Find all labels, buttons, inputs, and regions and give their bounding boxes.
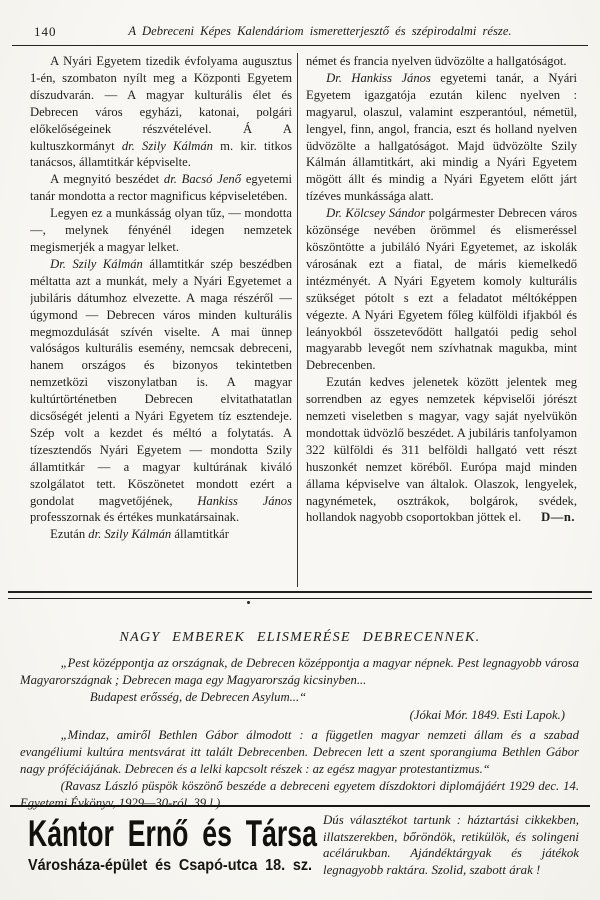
ad-divider-rule xyxy=(10,805,590,807)
quote-ravasz-block xyxy=(20,727,579,812)
quote-ravasz: „Mindaz, amiről Bethlen Gábor álmodott : a független magyar nemzeti állam és a szabad evangéliumi kultúra mentsvárat itt talált Debrecenben. Debrecen lett a szent sporangiuma Bethlen Gábor nagy próféciájának. Debrecen és a lelki kapcsolt részek : az egész magyar protestantizmus.“ xyxy=(20,728,579,776)
article-paragraph: Dr. Kölcsey Sándor polgármester Debrecen város közönsége nevében örömmel és elismeréssel köszöntötte a jubiláló Nyári Egyetemet, az iskolák városának ezt a fiatal, de máris kiemelkedő intézményét. A Nyári Egyetem komoly kulturális szükséget pótolt s ezt a feladatot méltóképpen végezte. A Nyári Egyetem főleg külföldi ifjakból és leányokból összetevődött hallgatói pedig sehol magyarabb levegőt nem szívhatnak magukba, mint Debrecenben. xyxy=(306,206,577,373)
section-title: NAGY EMBEREK ELISMERÉSE DEBRECENNEK. xyxy=(119,630,481,645)
ad-company-name: Kántor Ernő és Társa xyxy=(28,813,317,854)
article-paragraph: Ezután dr. Szily Kálmán államtitkár xyxy=(50,527,229,542)
page-header xyxy=(12,24,588,44)
column-divider-rule xyxy=(297,53,298,587)
article-column-left xyxy=(30,53,292,591)
paragraph-text: Ezután kedves jelenetek között jelentek meg sorrendben az egyes nemzetek képviselői jórészt nemzeti viseletben s magyar, vagy saját nyelvükön mondottak üdvözlő beszédet. A jubiláris tanfolyamon 322 külföldi és 311 belföldi hallgató vett részt huszonkét nemzet köréből. Európa majd minden állama képviselve van általok. Olaszok, lengyelek, nagynémetek, osztrákok, bolgárok, svédek, hollandok nagyobb csoportokban jöttek el. xyxy=(306,375,577,525)
ink-dot xyxy=(247,601,250,604)
article-paragraph: A megnyitó beszédet dr. Bacsó Jenő egyetemi tanár mondotta a rector magnificus képviseletében. xyxy=(30,172,292,204)
article-paragraph: német és francia nyelven üdvözölte a hallgatóságot. xyxy=(306,54,567,68)
running-head-title: A Debreceni Képes Kalendáriom ismeretterjesztő és szépirodalmi része. xyxy=(128,24,512,38)
article-paragraph xyxy=(306,374,577,526)
author-signature: D—n. xyxy=(541,510,575,525)
page-number: 140 xyxy=(34,24,57,39)
quote-jokai-last-line: Budapest erősség, de Debrecen Asylum...“ xyxy=(89,690,307,704)
ad-address: Városháza-épület és Csapó-utca 18. sz. xyxy=(28,857,313,874)
quote-jokai: „Pest középpontja az országnak, de Debrecen középpontja a magyar népnek. Pest legnagyobb városa Magyarországnak ; Debrecen maga egy Magyarország kicsinyben... xyxy=(20,656,579,687)
quote-ravasz-attribution: (Ravasz László püspök köszönő beszéde a debreceni egyetem díszdoktori diplomájáért 1929 dec. 14. Egyetemi Évkönyv, 1929—30-ról. 39 l.) xyxy=(20,779,579,810)
quotes-section xyxy=(20,655,579,812)
article-paragraph: Dr. Hankiss János egyetemi tanár, a Nyári Egyetem igazgatója ezután kilenc nyelven : magyarul, olaszul, valamint eszperantóul, németül, lengyel, finn, angol, francia, eszt és holland nyelven üdvözölte a hallgatóságot. Majd üdvözölte Szily Kálmán államtitkárt, aki mindig a Nyári Egyetem mögött állt és mindig a Nyári Egyetem előtt járt tízéves munkássága alatt. xyxy=(306,70,577,204)
ad-left-block xyxy=(28,814,320,875)
article-paragraph: Legyen ez a munkásság olyan tűz, — mondotta —, melynek fényénél idegen nemzetek megismerjék a magyar lelket. xyxy=(30,206,292,254)
article-column-right xyxy=(306,53,577,591)
article-paragraph: Dr. Szily Kálmán államtitkár szép beszédben méltatta azt a munkát, mely a Nyári Egyetemet a jubiláris dátumhoz elvezette. A maga részéről — úgymond — Debrecen város minden kulturális megmozdulását szívén viselte. A mai ünnep valóságos kulturális esemény, nemcsak debreceni, hanem országos és bizonyos tekintetben nemzetközi viszonylatban is. A magyar kultúrtörténetben Debrecen elvitathatatlan dicsőségét jelenti a Nyári Egyetem tíz esztendeje. Szép volt a kezdet és méltó a folytatás. A tízesztendős Nyári Egyetem — mondotta Szily államtitkár — a magyar kultúrának kiváló szolgálatot tett. Köszönetet mondott ezért a gondolat magvetőjének, Hankiss János professzornak és értékes munkatársainak. xyxy=(30,256,292,525)
section-divider-double-rule xyxy=(8,591,592,599)
ad-body-text: Dús választékot tartunk : háztartási cikkekben, illatszerekben, bőröndök, retikülök, és solingeni acélárukban. Ajándéktárgyak és játékok legnagyobb raktára. Szolid, szabott árak ! xyxy=(323,813,579,877)
header-rule xyxy=(12,45,588,46)
article-paragraph: A Nyári Egyetem tizedik évfolyama augusztus 1-én, szombaton nyílt meg a Központi Egyetem díszudvarán. — A magyar kulturális élet és Debrecen város egyházi, katonai, polgári előkelőségeinek részvételével. Á A kultuszkormányt dr. Szily Kálmán m. kir. titkos tanácsos, államtitkár képviselte. xyxy=(30,54,292,170)
quote-jokai-attribution: (Jókai Mór. 1849. Esti Lapok.) xyxy=(409,708,565,722)
